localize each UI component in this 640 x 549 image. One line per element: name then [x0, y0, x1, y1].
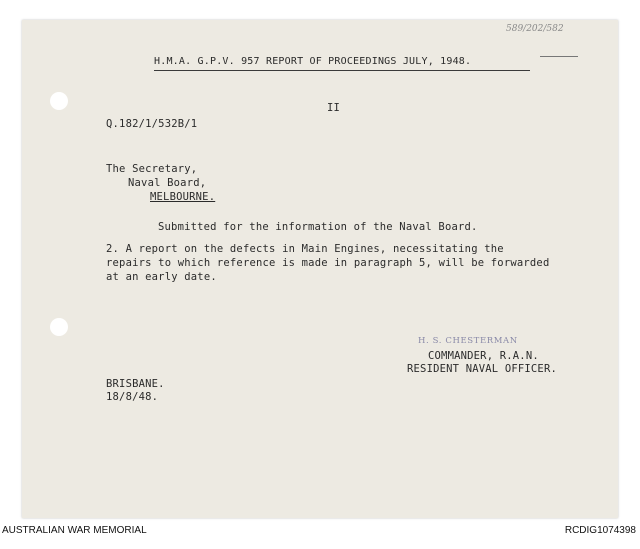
footer-institution: AUSTRALIAN WAR MEMORIAL: [2, 525, 147, 536]
paragraph-1: Submitted for the information of the Naval Board.: [158, 221, 478, 233]
file-reference: Q.182/1/532B/1: [106, 118, 198, 130]
addressee-line-3: MELBOURNE.: [150, 191, 216, 203]
heading-pen-mark: [540, 56, 578, 57]
paragraph-2-line-2: repairs to which reference is made in paragraph 5, will be forwarded: [106, 257, 550, 269]
signature-stamp: H. S. CHESTERMAN: [418, 336, 518, 346]
report-heading: H.M.A. G.P.V. 957 REPORT OF PROCEEDINGS JULY, 1948.: [154, 56, 472, 67]
punch-hole-top: [50, 92, 68, 110]
addressee-line-1: The Secretary,: [106, 163, 198, 175]
page-numeral: II: [327, 102, 341, 114]
punch-hole-bottom: [50, 318, 68, 336]
addressee-line-2: Naval Board,: [128, 177, 207, 189]
paragraph-2-line-3: at an early date.: [106, 271, 217, 283]
place: BRISBANE.: [106, 378, 165, 390]
signatory-rank: COMMANDER, R.A.N.: [428, 350, 539, 362]
handwritten-reference: 589/202/582: [506, 24, 564, 34]
heading-underline: [154, 70, 530, 71]
date: 18/8/48.: [106, 391, 159, 403]
paragraph-2-line-1: 2. A report on the defects in Main Engines, necessitating the: [106, 243, 504, 255]
footer-identifier: RCDIG1074398: [564, 525, 636, 536]
signatory-title: RESIDENT NAVAL OFFICER.: [407, 363, 557, 375]
document-sheet: [22, 20, 618, 518]
